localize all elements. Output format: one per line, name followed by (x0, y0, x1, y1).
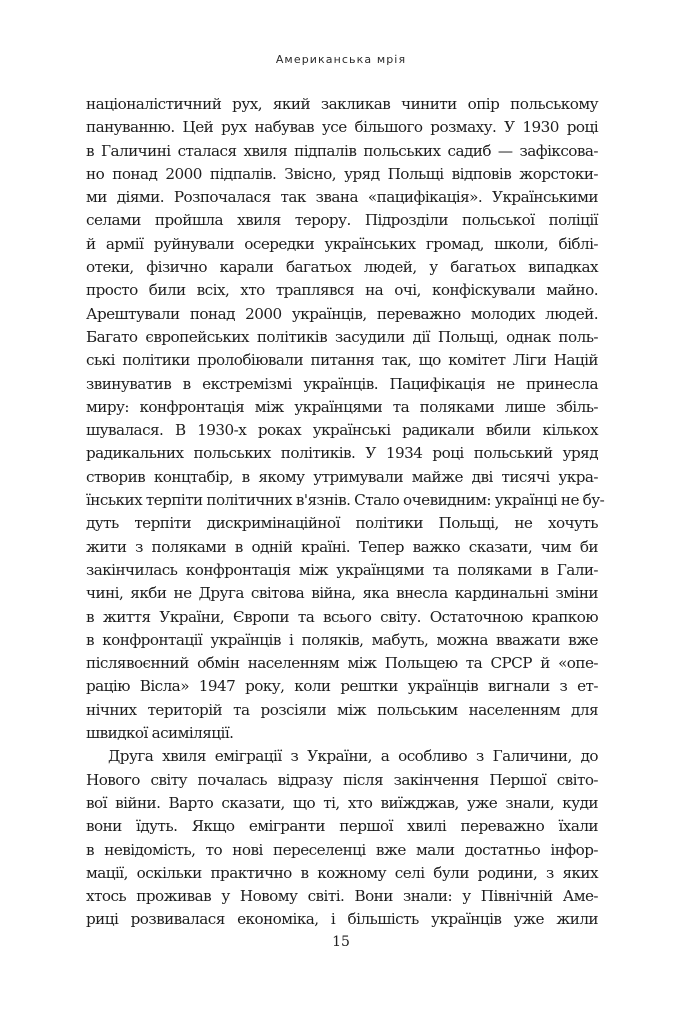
text-line: Багато європейських політиків засудили дії Польщі, однак поль- (86, 327, 598, 346)
text-line: звинуватив в екстремізмі українців. Пацифікація не принесла (86, 374, 598, 393)
text-line: в конфронтації українців і поляків, мабуть, можна вважати вже (86, 630, 598, 649)
text-line: рацію Вісла» 1947 року, коли рештки українців вигнали з ет- (86, 677, 598, 696)
text-line: їнських терпіти політичних в'язнів. Стало очевидним: українці не бу- (86, 491, 605, 510)
text-line: націоналістичний рух, який закликав чинити опір польському (86, 95, 598, 113)
text-line: шувалася. В 1930-х роках українські радикали вбили кількох (86, 421, 598, 440)
text-line: закінчилась конфронтація між українцями та поляками в Гали- (86, 560, 598, 579)
body-text (86, 93, 605, 932)
text-line: пануванню. Цей рух набував усе більшого розмаху. У 1930 році (86, 118, 598, 137)
text-line: просто били всіх, хто траплявся на очі, конфіскували майно. (86, 281, 598, 300)
running-head: Американська мрія (275, 53, 407, 66)
text-line: миру: конфронтація між українцями та поляками лише збіль- (86, 397, 598, 416)
text-line: мації, оскільки практично в кожному селі були родини, з яких (86, 863, 598, 882)
text-line: чині, якби не Друга світова війна, яка внесла кардинальні зміни (86, 584, 598, 603)
text-line: в невідомість, то нові переселенці вже мали достатньо інфор- (86, 840, 598, 859)
text-line: Друга хвиля еміграції з України, а особливо з Галичини, до (108, 747, 598, 766)
text-line: вони їдуть. Якщо емігранти першої хвилі переважно їхали (86, 817, 598, 836)
text-line: отеки, фізично карали багатьох людей, у багатьох випадках (86, 258, 598, 277)
text-line: жити з поляками в одній країні. Тепер важко сказати, чим би (86, 537, 598, 556)
text-line: Арештували понад 2000 українців, переважно молодих людей. (86, 304, 598, 323)
text-line: створив концтабір, в якому утримували майже дві тисячі укра- (86, 467, 598, 486)
text-line: в життя України, Європи та всього світу. Остаточною крапкою (86, 607, 598, 626)
text-line: но понад 2000 підпалів. Звісно, уряд Польщі відповів жорстоки- (86, 164, 598, 183)
text-line: ми діями. Розпочалася так звана «пацифікація». Українськими (86, 188, 598, 207)
text-line: в Галичині сталася хвиля підпалів польських садиб — зафіксова- (86, 141, 598, 160)
text-line: ські політики пролобіювали питання так, що комітет Ліги Націй (86, 351, 598, 370)
text-line: радикальних польських політиків. У 1934 році польський уряд (86, 444, 598, 463)
text-line: Нового світу почалась відразу після закінчення Першої світо- (86, 770, 598, 789)
text-line: хтось проживав у Новому світі. Вони знали: у Північній Аме- (86, 887, 598, 906)
text-line: післявоєнний обмін населенням між Польщею та СРСР й «опе- (86, 654, 598, 673)
text-line: нічних територій та розсіяли між польським населенням для (86, 700, 598, 719)
text-line: й армії руйнували осередки українських громад, школи, біблі- (86, 234, 598, 253)
text-line: дуть терпіти дискримінаційної політики Польщі, не хочуть (86, 514, 598, 533)
text-line: селами пройшла хвиля терору. Підрозділи польської поліції (86, 211, 598, 230)
text-line: вої війни. Варто сказати, що ті, хто виїжджав, уже знали, куди (86, 793, 598, 812)
text-line: швидкої асиміляції. (86, 724, 234, 743)
text-line: риці розвивалася економіка, і більшість українців уже жили (86, 910, 598, 929)
page-number: 15 (332, 934, 350, 950)
